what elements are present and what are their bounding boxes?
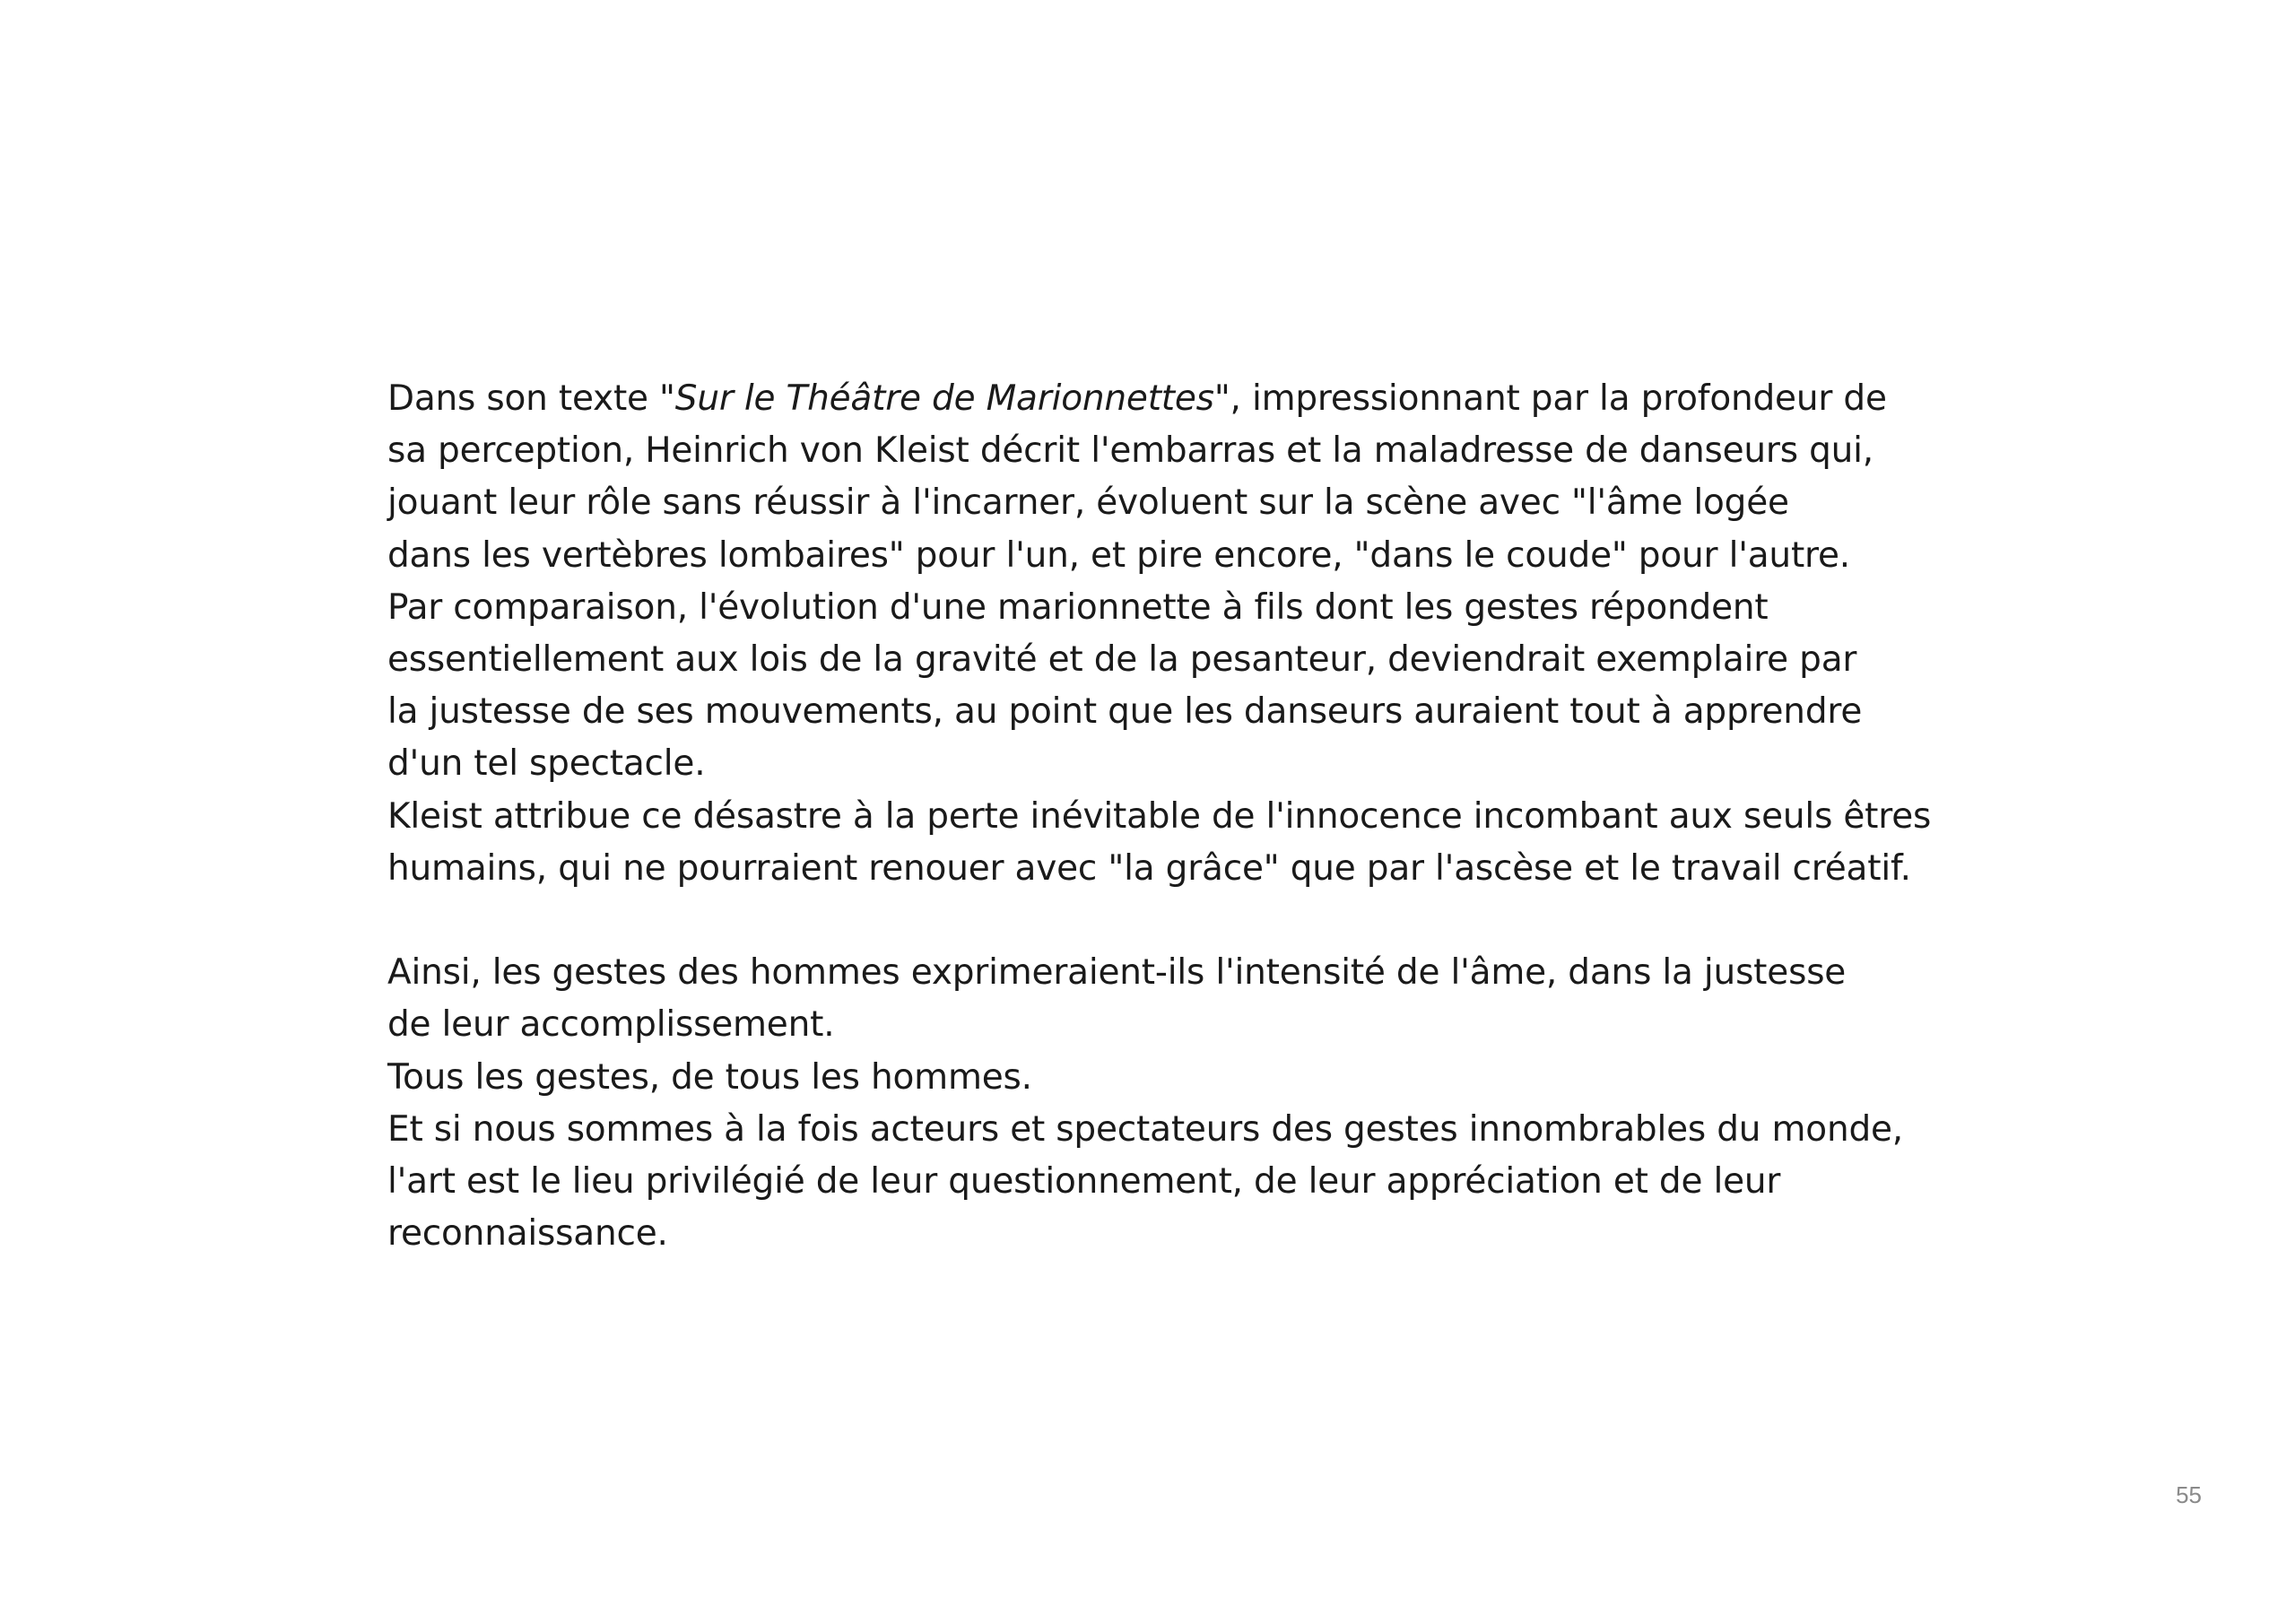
paragraph-1-line-1 (387, 373, 2020, 425)
paragraph-1-line: la justesse de ses mouvements, au point que les danseurs auraient tout à apprendre (387, 691, 1863, 733)
paragraph-2-line: reconnaissance. (387, 1213, 668, 1255)
paragraph-1-line: dans les vertèbres lombaires" pour l'un, et pire encore, "dans le coude" pour l'autre. (387, 534, 1851, 576)
paragraph-1-line: Kleist attribue ce désastre à la perte inévitable de l'innocence incombant aux seuls êtres (387, 795, 1932, 837)
paragraph-2-line: Et si nous sommes à la fois acteurs et spectateurs des gestes innombrables du monde, (387, 1108, 1904, 1150)
essay-title: Sur le Théâtre de Marionnettes (674, 378, 1214, 419)
paragraph-1-line: essentiellement aux lois de la gravité et de la pesanteur, deviendrait exemplaire par (387, 639, 1857, 681)
page-number: 55 (2176, 1481, 2202, 1508)
paragraph-2-line: Ainsi, les gestes des hommes exprimeraient-ils l'intensité de l'âme, dans la justesse (387, 952, 1847, 994)
paragraph-1-line: d'un tel spectacle. (387, 743, 706, 785)
paragraph-2-line: l'art est le lieu privilégié de leur questionnement, de leur appréciation et de leur (387, 1161, 1781, 1203)
paragraph-2-line: de leur accomplissement. (387, 1004, 835, 1046)
paragraph-1-line: humains, qui ne pourraient renouer avec "la grâce" que par l'ascèse et le travail créatif. (387, 847, 1911, 889)
line-1-after: ", impressionnant par la profondeur de (1213, 378, 1887, 419)
body-text (387, 373, 2020, 1260)
paragraph-1-line: Par comparaison, l'évolution d'une marionnette à fils dont les gestes répondent (387, 586, 1769, 628)
line-1-before: Dans son texte " (387, 378, 675, 419)
paragraph-1-line: jouant leur rôle sans réussir à l'incarner, évoluent sur la scène avec "l'âme logée (387, 482, 1789, 524)
paragraph-1-line: sa perception, Heinrich von Kleist décrit l'embarras et la maladresse de danseurs qui, (387, 430, 1873, 472)
paragraph-2-line: Tous les gestes, de tous les hommes. (387, 1056, 1032, 1098)
paragraph-spacer (387, 895, 2020, 947)
